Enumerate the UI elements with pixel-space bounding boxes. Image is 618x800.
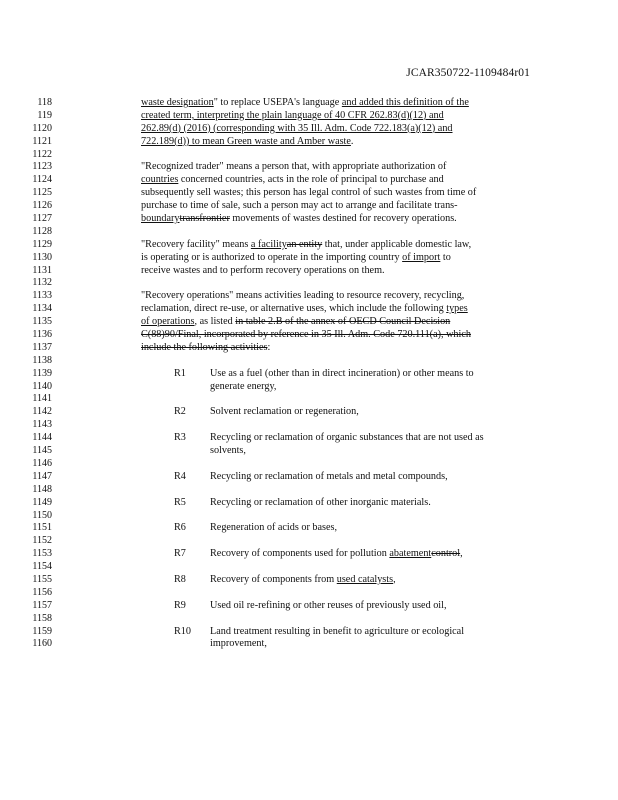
operation-description	[210, 406, 540, 419]
document-line	[0, 484, 618, 497]
line-number: 119	[37, 109, 52, 121]
text-segment: "Recognized trader" means a person that, with appropriate authorization of	[141, 161, 447, 173]
line-number: 1134	[32, 303, 52, 315]
text-segment: Regeneration of acids or bases,	[210, 522, 338, 534]
inserted-text: created term, interpreting the plain language of 40 CFR 262.83(d)(12) and	[141, 109, 444, 121]
text-segment: reclamation, direct re-use, or alternative uses, which include the following	[141, 303, 447, 315]
line-number: 1158	[32, 612, 52, 624]
document-line	[0, 265, 618, 278]
document-line	[0, 393, 618, 406]
operation-description	[210, 471, 540, 484]
document-line	[0, 342, 618, 355]
document-line	[0, 471, 618, 484]
document-line	[0, 161, 618, 174]
text-segment: purchase to time of sale, such a person may act to arrange and facilitate trans-	[141, 200, 458, 212]
line-number: 1133	[32, 290, 52, 302]
line-text	[141, 187, 541, 200]
line-number: 1125	[32, 187, 52, 199]
operation-code: R8	[174, 573, 186, 585]
text-segment: receive wastes and to perform recovery operations on them.	[141, 264, 385, 276]
text-segment: " to replace USEPA's language	[213, 97, 342, 108]
operation-description	[210, 548, 540, 561]
line-number: 1142	[32, 406, 52, 418]
document-line	[0, 535, 618, 548]
document-line	[0, 600, 618, 613]
line-text	[141, 161, 541, 174]
line-number: 1136	[32, 329, 52, 341]
line-number: 1148	[32, 483, 52, 495]
deleted-text: include the following activities	[141, 341, 268, 353]
text-segment: Recycling or reclamation of metals and metal compounds,	[210, 470, 448, 482]
document-line	[0, 458, 618, 471]
line-text	[141, 239, 541, 252]
document-line	[0, 432, 618, 445]
document-line	[0, 381, 618, 394]
text-segment: "Recovery operations" means activities leading to resource recovery, recycling,	[141, 290, 465, 302]
line-number: 1140	[32, 380, 52, 392]
document-line	[0, 510, 618, 523]
text-segment: , as listed	[194, 316, 236, 328]
line-number: 1130	[32, 251, 52, 263]
line-number: 1135	[32, 316, 52, 328]
line-number: 1153	[32, 548, 52, 560]
operation-code: R4	[174, 470, 186, 482]
line-number: 1128	[32, 225, 52, 237]
document-line	[0, 613, 618, 626]
operation-description	[210, 626, 540, 639]
line-number: 1151	[32, 522, 52, 534]
line-text	[141, 213, 541, 226]
line-text	[141, 97, 541, 110]
line-text	[141, 329, 541, 342]
line-number: 1143	[32, 419, 52, 431]
document-line	[0, 174, 618, 187]
line-number: 1129	[32, 238, 52, 250]
line-number: 1147	[32, 470, 52, 482]
text-segment: movements of wastes destined for recovery operations.	[229, 213, 457, 225]
document-line	[0, 213, 618, 226]
line-number: 1156	[32, 586, 52, 598]
text-segment: ,	[460, 548, 463, 560]
text-segment: concerned countries, acts in the role of principal to purchase and	[178, 174, 444, 186]
line-number: 1132	[32, 277, 52, 289]
line-number: 1150	[32, 509, 52, 521]
line-text	[141, 303, 541, 316]
document-line	[0, 303, 618, 316]
operation-code: R9	[174, 599, 186, 611]
text-segment: Recycling or reclamation of organic substances that are not used as	[210, 432, 484, 444]
document-line	[0, 187, 618, 200]
text-segment: Solvent reclamation or regeneration,	[210, 406, 359, 418]
inserted-text: waste designation	[141, 97, 214, 108]
line-number: 1149	[32, 496, 52, 508]
text-segment: is operating or is authorized to operate in the importing country	[141, 251, 403, 263]
deleted-text: in table 2.B of the annex of OECD Council Decision	[235, 316, 451, 328]
line-number: 1124	[32, 174, 52, 186]
document-line	[0, 497, 618, 510]
text-segment: generate energy,	[210, 380, 277, 392]
document-line	[0, 368, 618, 381]
document-line	[0, 316, 618, 329]
line-text	[141, 200, 541, 213]
line-text	[141, 174, 541, 187]
text-segment: Use as a fuel (other than in direct incineration) or other means to	[210, 367, 474, 379]
inserted-text: abatement	[389, 548, 432, 560]
line-number: 1145	[32, 445, 52, 457]
document-body	[0, 97, 618, 651]
operation-description	[210, 497, 540, 510]
line-text	[141, 252, 541, 265]
operation-description	[210, 574, 540, 587]
deleted-text: C(88)90/Final, incorporated by reference in 35 Ill. Adm. Code 720.111(a), which	[141, 329, 471, 341]
line-number: 1155	[32, 573, 52, 585]
operation-code: R6	[174, 522, 186, 534]
document-line	[0, 290, 618, 303]
text-segment: .	[350, 135, 354, 147]
line-number: 1139	[32, 367, 52, 379]
document-line	[0, 110, 618, 123]
document-line	[0, 561, 618, 574]
operation-description	[210, 600, 540, 613]
text-segment: improvement,	[210, 638, 267, 650]
text-segment: Used oil re-refining or other reuses of previously used oil,	[210, 599, 447, 611]
text-segment: Recovery of components used for pollution	[210, 548, 390, 560]
text-segment: Land treatment resulting in benefit to agriculture or ecological	[210, 625, 465, 637]
document-line	[0, 626, 618, 639]
operation-description	[210, 445, 540, 458]
line-text	[141, 342, 541, 355]
document-line	[0, 406, 618, 419]
text-segment: Recovery of components from	[210, 573, 337, 585]
text-segment: ,	[393, 573, 396, 585]
line-number: 1157	[32, 599, 52, 611]
operation-description	[210, 381, 540, 394]
document-line	[0, 329, 618, 342]
inserted-text: used catalysts	[336, 573, 394, 585]
line-number: 1159	[32, 625, 52, 637]
text-segment: subsequently sell wastes; this person has legal control of such wastes from time of	[141, 187, 477, 199]
document-line	[0, 574, 618, 587]
inserted-text: boundary	[141, 213, 180, 225]
operation-code: R2	[174, 406, 186, 418]
deleted-text: transfrontier	[179, 213, 230, 225]
line-text	[141, 123, 541, 136]
deleted-text: control	[431, 548, 461, 560]
operation-description	[210, 368, 540, 381]
operation-code: R10	[174, 625, 191, 637]
document-line	[0, 252, 618, 265]
line-number: 1144	[32, 432, 52, 444]
operation-code: R1	[174, 367, 186, 379]
document-id: JCAR350722-1109484r01	[406, 67, 530, 79]
document-line	[0, 522, 618, 535]
deleted-text: an entity	[286, 238, 323, 250]
document-line	[0, 97, 618, 110]
line-number: 1152	[32, 535, 52, 547]
document-line	[0, 149, 618, 162]
line-number: 1127	[32, 213, 52, 225]
line-number: 1123	[32, 161, 52, 173]
line-number: 1121	[32, 135, 52, 147]
operation-description	[210, 522, 540, 535]
inserted-text: a facility	[250, 238, 287, 250]
inserted-text: 722.189(d)) to mean Green waste and Amber waste	[141, 135, 351, 147]
inserted-text: 262.89(d) (2016) (corresponding with 35 Ill. Adm. Code 722.183(a)(12) and	[141, 122, 453, 134]
document-line	[0, 239, 618, 252]
line-number: 1146	[32, 457, 52, 469]
inserted-text: countries	[141, 174, 179, 186]
line-number: 1131	[32, 264, 52, 276]
line-number: 118	[37, 97, 52, 108]
line-text	[141, 136, 541, 149]
text-segment: "Recovery facility" means	[141, 238, 251, 250]
inserted-text: of import	[402, 251, 441, 263]
line-number: 1120	[32, 122, 52, 134]
document-line	[0, 277, 618, 290]
inserted-text: of operations	[141, 316, 195, 328]
operation-code: R5	[174, 496, 186, 508]
document-line	[0, 226, 618, 239]
document-line	[0, 136, 618, 149]
document-line	[0, 587, 618, 600]
inserted-text: types	[446, 303, 468, 315]
text-segment: that, under applicable domestic law,	[322, 238, 472, 250]
document-line	[0, 200, 618, 213]
text-segment: Recycling or reclamation of other inorganic materials.	[210, 496, 431, 508]
inserted-text: and added this definition of the	[341, 97, 469, 108]
text-segment: :	[267, 341, 271, 353]
operation-code: R3	[174, 432, 186, 444]
line-number: 1154	[32, 561, 52, 573]
document-line	[0, 355, 618, 368]
line-number: 1137	[32, 341, 52, 353]
text-segment: solvents,	[210, 445, 246, 457]
operation-code: R7	[174, 548, 186, 560]
line-number: 1138	[32, 354, 52, 366]
document-line	[0, 123, 618, 136]
text-segment: to	[440, 251, 451, 263]
line-text	[141, 110, 541, 123]
operation-description	[210, 432, 540, 445]
line-number: 1141	[32, 393, 52, 405]
document-line	[0, 638, 618, 651]
line-number: 1160	[32, 638, 52, 650]
document-line	[0, 419, 618, 432]
document-line	[0, 445, 618, 458]
document-line	[0, 548, 618, 561]
line-text	[141, 265, 541, 278]
line-number: 1126	[32, 200, 52, 212]
line-text	[141, 290, 541, 303]
line-number: 1122	[32, 148, 52, 160]
line-text	[141, 316, 541, 329]
operation-description	[210, 638, 540, 651]
